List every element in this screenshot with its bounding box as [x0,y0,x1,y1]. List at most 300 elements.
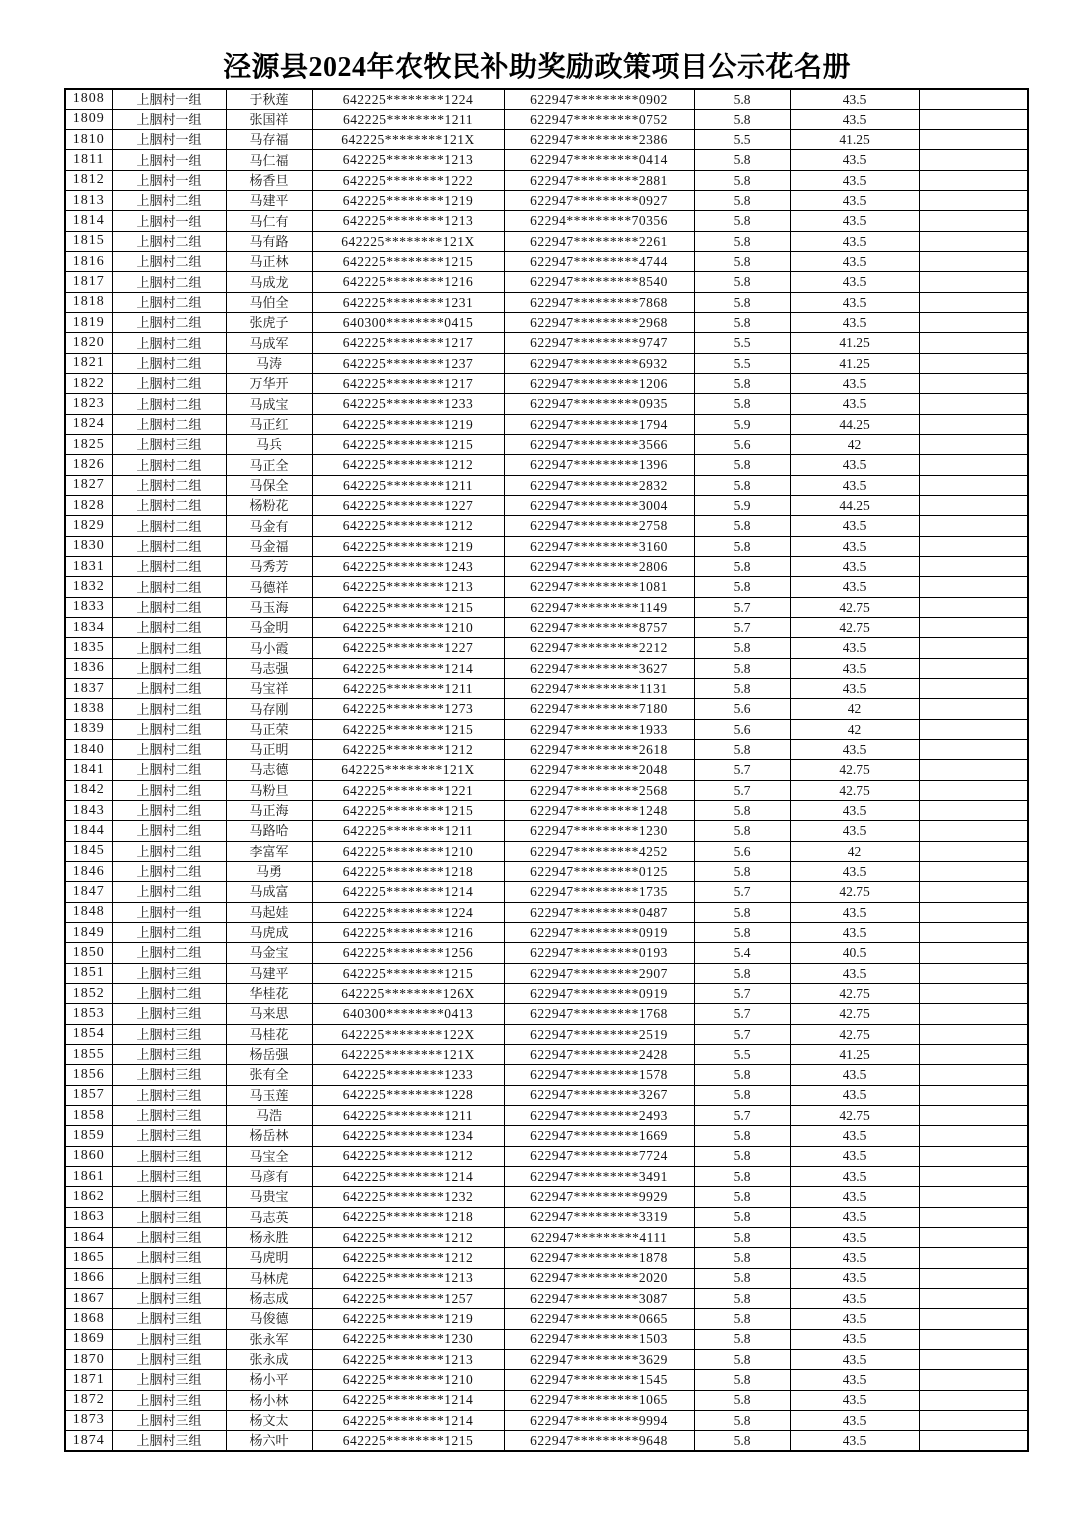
cell-id_number: 642225********126X [312,983,504,1003]
cell-group: 上胭村二组 [112,943,226,963]
cell-account_number: 622947*********2832 [504,475,694,495]
cell-group: 上胭村一组 [112,89,226,109]
table-row [65,496,1028,516]
cell-id_number: 642225********1227 [312,638,504,658]
cell-remark [919,821,1028,841]
cell-quantity: 5.8 [694,191,790,211]
cell-quantity: 5.7 [694,1105,790,1125]
cell-group: 上胭村三组 [112,1065,226,1085]
table-row [65,374,1028,394]
cell-amount: 43.5 [790,109,919,129]
cell-name: 马来思 [226,1004,312,1024]
cell-amount: 43.5 [790,740,919,760]
cell-remark [919,902,1028,922]
cell-remark [919,130,1028,150]
cell-name: 杨文太 [226,1410,312,1430]
table-row [65,780,1028,800]
cell-name: 马金宝 [226,943,312,963]
cell-no: 1853 [65,1004,112,1024]
cell-quantity: 5.8 [694,902,790,922]
cell-name: 马路哈 [226,821,312,841]
cell-remark [919,1370,1028,1390]
cell-name: 马仁福 [226,150,312,170]
cell-remark [919,272,1028,292]
cell-group: 上胭村二组 [112,699,226,719]
cell-account_number: 622947*********0752 [504,109,694,129]
cell-amount: 43.5 [790,1410,919,1430]
cell-no: 1833 [65,597,112,617]
cell-account_number: 622947*********3004 [504,496,694,516]
cell-name: 马有路 [226,231,312,251]
cell-amount: 42.75 [790,882,919,902]
cell-remark [919,861,1028,881]
cell-amount: 43.5 [790,1065,919,1085]
cell-group: 上胭村二组 [112,313,226,333]
cell-amount: 42.75 [790,983,919,1003]
cell-name: 马秀芳 [226,557,312,577]
cell-quantity: 5.8 [694,455,790,475]
cell-group: 上胭村一组 [112,211,226,231]
cell-id_number: 642225********1230 [312,1329,504,1349]
table-row [65,414,1028,434]
cell-account_number: 622947*********0902 [504,89,694,109]
cell-no: 1844 [65,821,112,841]
cell-no: 1826 [65,455,112,475]
cell-quantity: 5.7 [694,597,790,617]
cell-quantity: 5.9 [694,496,790,516]
cell-group: 上胭村二组 [112,374,226,394]
cell-remark [919,353,1028,373]
cell-amount: 43.5 [790,821,919,841]
cell-amount: 43.5 [790,1187,919,1207]
cell-remark [919,1004,1028,1024]
cell-no: 1812 [65,170,112,190]
cell-account_number: 622947*********1933 [504,719,694,739]
cell-remark [919,333,1028,353]
cell-quantity: 5.8 [694,1288,790,1308]
cell-group: 上胭村二组 [112,272,226,292]
cell-name: 马金有 [226,516,312,536]
cell-group: 上胭村三组 [112,1410,226,1430]
cell-amount: 43.5 [790,638,919,658]
cell-quantity: 5.8 [694,1207,790,1227]
cell-id_number: 642225********1231 [312,292,504,312]
cell-group: 上胭村二组 [112,577,226,597]
cell-id_number: 642225********1211 [312,821,504,841]
cell-quantity: 5.8 [694,536,790,556]
cell-group: 上胭村二组 [112,679,226,699]
cell-group: 上胭村二组 [112,618,226,638]
table-row [65,1126,1028,1146]
table-row [65,679,1028,699]
cell-id_number: 642225********1215 [312,1431,504,1451]
cell-name: 马志英 [226,1207,312,1227]
cell-name: 马正明 [226,740,312,760]
cell-no: 1818 [65,292,112,312]
cell-account_number: 622947*********6932 [504,353,694,373]
cell-group: 上胭村二组 [112,252,226,272]
cell-remark [919,536,1028,556]
cell-amount: 43.5 [790,963,919,983]
cell-name: 马建平 [226,191,312,211]
cell-group: 上胭村一组 [112,902,226,922]
cell-no: 1813 [65,191,112,211]
cell-group: 上胭村三组 [112,1166,226,1186]
cell-id_number: 642225********1232 [312,1187,504,1207]
cell-id_number: 642225********1215 [312,800,504,820]
table-row [65,1410,1028,1430]
cell-no: 1835 [65,638,112,658]
table-row [65,1187,1028,1207]
cell-quantity: 5.8 [694,89,790,109]
cell-amount: 43.5 [790,1370,919,1390]
cell-no: 1843 [65,800,112,820]
cell-quantity: 5.5 [694,333,790,353]
cell-name: 杨香旦 [226,170,312,190]
cell-amount: 43.5 [790,313,919,333]
cell-no: 1808 [65,89,112,109]
cell-group: 上胭村二组 [112,394,226,414]
cell-remark [919,882,1028,902]
cell-remark [919,1085,1028,1105]
cell-no: 1862 [65,1187,112,1207]
cell-amount: 41.25 [790,333,919,353]
cell-id_number: 642225********1215 [312,252,504,272]
cell-group: 上胭村二组 [112,597,226,617]
cell-id_number: 642225********1219 [312,536,504,556]
cell-group: 上胭村三组 [112,1349,226,1369]
cell-id_number: 642225********1214 [312,1390,504,1410]
cell-name: 马宝祥 [226,679,312,699]
cell-no: 1839 [65,719,112,739]
cell-no: 1809 [65,109,112,129]
cell-no: 1831 [65,557,112,577]
cell-group: 上胭村二组 [112,475,226,495]
cell-id_number: 642225********1215 [312,719,504,739]
cell-remark [919,800,1028,820]
cell-id_number: 642225********1216 [312,922,504,942]
cell-group: 上胭村三组 [112,1248,226,1268]
cell-id_number: 642225********1213 [312,1349,504,1369]
cell-name: 马志强 [226,658,312,678]
cell-amount: 43.5 [790,577,919,597]
cell-id_number: 642225********1215 [312,597,504,617]
cell-amount: 43.5 [790,536,919,556]
cell-name: 马起娃 [226,902,312,922]
table-row [65,1085,1028,1105]
cell-quantity: 5.6 [694,699,790,719]
cell-amount: 42.75 [790,618,919,638]
cell-quantity: 5.8 [694,516,790,536]
cell-account_number: 62294*********70356 [504,211,694,231]
cell-group: 上胭村一组 [112,109,226,129]
cell-no: 1865 [65,1248,112,1268]
cell-remark [919,1329,1028,1349]
cell-quantity: 5.8 [694,800,790,820]
cell-group: 上胭村三组 [112,1024,226,1044]
cell-quantity: 5.8 [694,1227,790,1247]
cell-id_number: 642225********1233 [312,1065,504,1085]
cell-group: 上胭村二组 [112,821,226,841]
cell-account_number: 622947*********2428 [504,1044,694,1064]
table-row [65,1390,1028,1410]
cell-account_number: 622947*********1545 [504,1370,694,1390]
cell-remark [919,1024,1028,1044]
table-row [65,963,1028,983]
cell-name: 马金明 [226,618,312,638]
cell-remark [919,455,1028,475]
cell-no: 1864 [65,1227,112,1247]
cell-quantity: 5.8 [694,963,790,983]
cell-group: 上胭村三组 [112,1370,226,1390]
cell-name: 马金福 [226,536,312,556]
cell-amount: 43.5 [790,922,919,942]
cell-amount: 43.5 [790,800,919,820]
cell-name: 马成龙 [226,272,312,292]
cell-group: 上胭村二组 [112,638,226,658]
cell-group: 上胭村三组 [112,1126,226,1146]
cell-remark [919,577,1028,597]
cell-quantity: 5.8 [694,313,790,333]
table-row [65,1288,1028,1308]
cell-amount: 42.75 [790,1004,919,1024]
cell-account_number: 622947*********2261 [504,231,694,251]
table-row [65,740,1028,760]
cell-id_number: 642225********1273 [312,699,504,719]
cell-name: 马虎成 [226,922,312,942]
cell-id_number: 642225********1219 [312,191,504,211]
cell-remark [919,760,1028,780]
cell-quantity: 5.8 [694,922,790,942]
table-row [65,475,1028,495]
table-row [65,1004,1028,1024]
cell-quantity: 5.8 [694,170,790,190]
cell-amount: 43.5 [790,394,919,414]
cell-no: 1815 [65,231,112,251]
cell-quantity: 5.8 [694,374,790,394]
cell-id_number: 642225********1213 [312,211,504,231]
cell-account_number: 622947*********2806 [504,557,694,577]
cell-id_number: 642225********1210 [312,618,504,638]
cell-quantity: 5.8 [694,475,790,495]
cell-quantity: 5.5 [694,130,790,150]
cell-remark [919,1166,1028,1186]
cell-amount: 43.5 [790,1309,919,1329]
cell-name: 马志德 [226,760,312,780]
cell-quantity: 5.8 [694,1410,790,1430]
cell-no: 1854 [65,1024,112,1044]
cell-remark [919,1268,1028,1288]
cell-remark [919,516,1028,536]
cell-remark [919,658,1028,678]
cell-remark [919,150,1028,170]
cell-id_number: 642225********1210 [312,1370,504,1390]
cell-amount: 43.5 [790,455,919,475]
cell-group: 上胭村三组 [112,1044,226,1064]
cell-account_number: 622947*********3087 [504,1288,694,1308]
cell-quantity: 5.7 [694,983,790,1003]
cell-no: 1858 [65,1105,112,1125]
cell-remark [919,943,1028,963]
cell-remark [919,1105,1028,1125]
cell-remark [919,374,1028,394]
cell-name: 李富军 [226,841,312,861]
cell-id_number: 642225********1243 [312,557,504,577]
cell-quantity: 5.8 [694,1268,790,1288]
cell-no: 1811 [65,150,112,170]
cell-name: 杨粉花 [226,496,312,516]
cell-name: 马伯全 [226,292,312,312]
cell-quantity: 5.8 [694,557,790,577]
cell-quantity: 5.8 [694,821,790,841]
cell-amount: 42 [790,719,919,739]
cell-id_number: 642225********1212 [312,740,504,760]
cell-remark [919,1207,1028,1227]
cell-remark [919,1309,1028,1329]
cell-quantity: 5.8 [694,1390,790,1410]
cell-account_number: 622947*********3267 [504,1085,694,1105]
cell-quantity: 5.8 [694,1065,790,1085]
cell-remark [919,841,1028,861]
cell-id_number: 642225********1222 [312,170,504,190]
cell-amount: 43.5 [790,1166,919,1186]
cell-account_number: 622947*********1669 [504,1126,694,1146]
table-row [65,435,1028,455]
cell-no: 1859 [65,1126,112,1146]
cell-id_number: 642225********1212 [312,516,504,536]
cell-id_number: 642225********1211 [312,109,504,129]
table-row [65,272,1028,292]
cell-id_number: 642225********122X [312,1024,504,1044]
cell-account_number: 622947*********2386 [504,130,694,150]
cell-no: 1874 [65,1431,112,1451]
roster-table [64,88,1029,1452]
cell-amount: 43.5 [790,902,919,922]
cell-remark [919,983,1028,1003]
cell-remark [919,170,1028,190]
cell-id_number: 642225********1218 [312,861,504,881]
cell-account_number: 622947*********0665 [504,1309,694,1329]
cell-account_number: 622947*********3160 [504,536,694,556]
cell-name: 马仁有 [226,211,312,231]
cell-account_number: 622947*********3566 [504,435,694,455]
cell-id_number: 642225********1234 [312,1126,504,1146]
cell-group: 上胭村二组 [112,922,226,942]
cell-quantity: 5.8 [694,577,790,597]
table-row [65,943,1028,963]
cell-group: 上胭村二组 [112,333,226,353]
cell-id_number: 642225********1233 [312,394,504,414]
cell-group: 上胭村二组 [112,455,226,475]
cell-group: 上胭村三组 [112,1187,226,1207]
cell-remark [919,719,1028,739]
cell-account_number: 622947*********2519 [504,1024,694,1044]
cell-group: 上胭村二组 [112,760,226,780]
cell-remark [919,963,1028,983]
cell-name: 马正全 [226,455,312,475]
cell-name: 马虎明 [226,1248,312,1268]
cell-no: 1829 [65,516,112,536]
cell-name: 马存福 [226,130,312,150]
cell-no: 1821 [65,353,112,373]
cell-amount: 43.5 [790,557,919,577]
cell-no: 1810 [65,130,112,150]
cell-group: 上胭村二组 [112,414,226,434]
cell-amount: 44.25 [790,496,919,516]
cell-account_number: 622947*********1396 [504,455,694,475]
cell-no: 1834 [65,618,112,638]
table-row [65,292,1028,312]
cell-quantity: 5.4 [694,943,790,963]
cell-id_number: 642225********1216 [312,272,504,292]
cell-remark [919,922,1028,942]
cell-quantity: 5.9 [694,414,790,434]
table-row [65,1207,1028,1227]
cell-quantity: 5.8 [694,1329,790,1349]
cell-account_number: 622947*********1206 [504,374,694,394]
cell-quantity: 5.8 [694,1187,790,1207]
table-row [65,983,1028,1003]
cell-group: 上胭村三组 [112,1431,226,1451]
cell-amount: 43.5 [790,89,919,109]
cell-amount: 41.25 [790,1044,919,1064]
cell-no: 1841 [65,760,112,780]
cell-amount: 42.75 [790,760,919,780]
cell-no: 1840 [65,740,112,760]
cell-account_number: 622947*********1735 [504,882,694,902]
cell-remark [919,740,1028,760]
cell-amount: 43.5 [790,1288,919,1308]
cell-no: 1872 [65,1390,112,1410]
cell-id_number: 642225********1221 [312,780,504,800]
cell-remark [919,231,1028,251]
cell-group: 上胭村二组 [112,536,226,556]
cell-id_number: 642225********1213 [312,150,504,170]
cell-group: 上胭村一组 [112,130,226,150]
cell-amount: 42.75 [790,780,919,800]
table-row [65,1065,1028,1085]
cell-amount: 43.5 [790,861,919,881]
cell-account_number: 622947*********1768 [504,1004,694,1024]
cell-name: 杨小平 [226,1370,312,1390]
cell-name: 马存刚 [226,699,312,719]
cell-account_number: 622947*********2907 [504,963,694,983]
cell-account_number: 622947*********9747 [504,333,694,353]
cell-account_number: 622947*********4252 [504,841,694,861]
cell-remark [919,1146,1028,1166]
cell-quantity: 5.8 [694,740,790,760]
cell-id_number: 642225********1211 [312,475,504,495]
cell-amount: 42.75 [790,597,919,617]
cell-name: 马玉莲 [226,1085,312,1105]
cell-account_number: 622947*********1065 [504,1390,694,1410]
cell-id_number: 642225********1219 [312,414,504,434]
cell-amount: 42.75 [790,1105,919,1125]
cell-amount: 43.5 [790,1349,919,1369]
cell-name: 马正荣 [226,719,312,739]
cell-name: 马小霞 [226,638,312,658]
cell-id_number: 642225********1228 [312,1085,504,1105]
table-row [65,89,1028,109]
cell-remark [919,1349,1028,1369]
cell-quantity: 5.8 [694,658,790,678]
cell-group: 上胭村二组 [112,841,226,861]
cell-no: 1852 [65,983,112,1003]
cell-name: 张永军 [226,1329,312,1349]
cell-no: 1870 [65,1349,112,1369]
cell-group: 上胭村三组 [112,1207,226,1227]
cell-quantity: 5.8 [694,394,790,414]
